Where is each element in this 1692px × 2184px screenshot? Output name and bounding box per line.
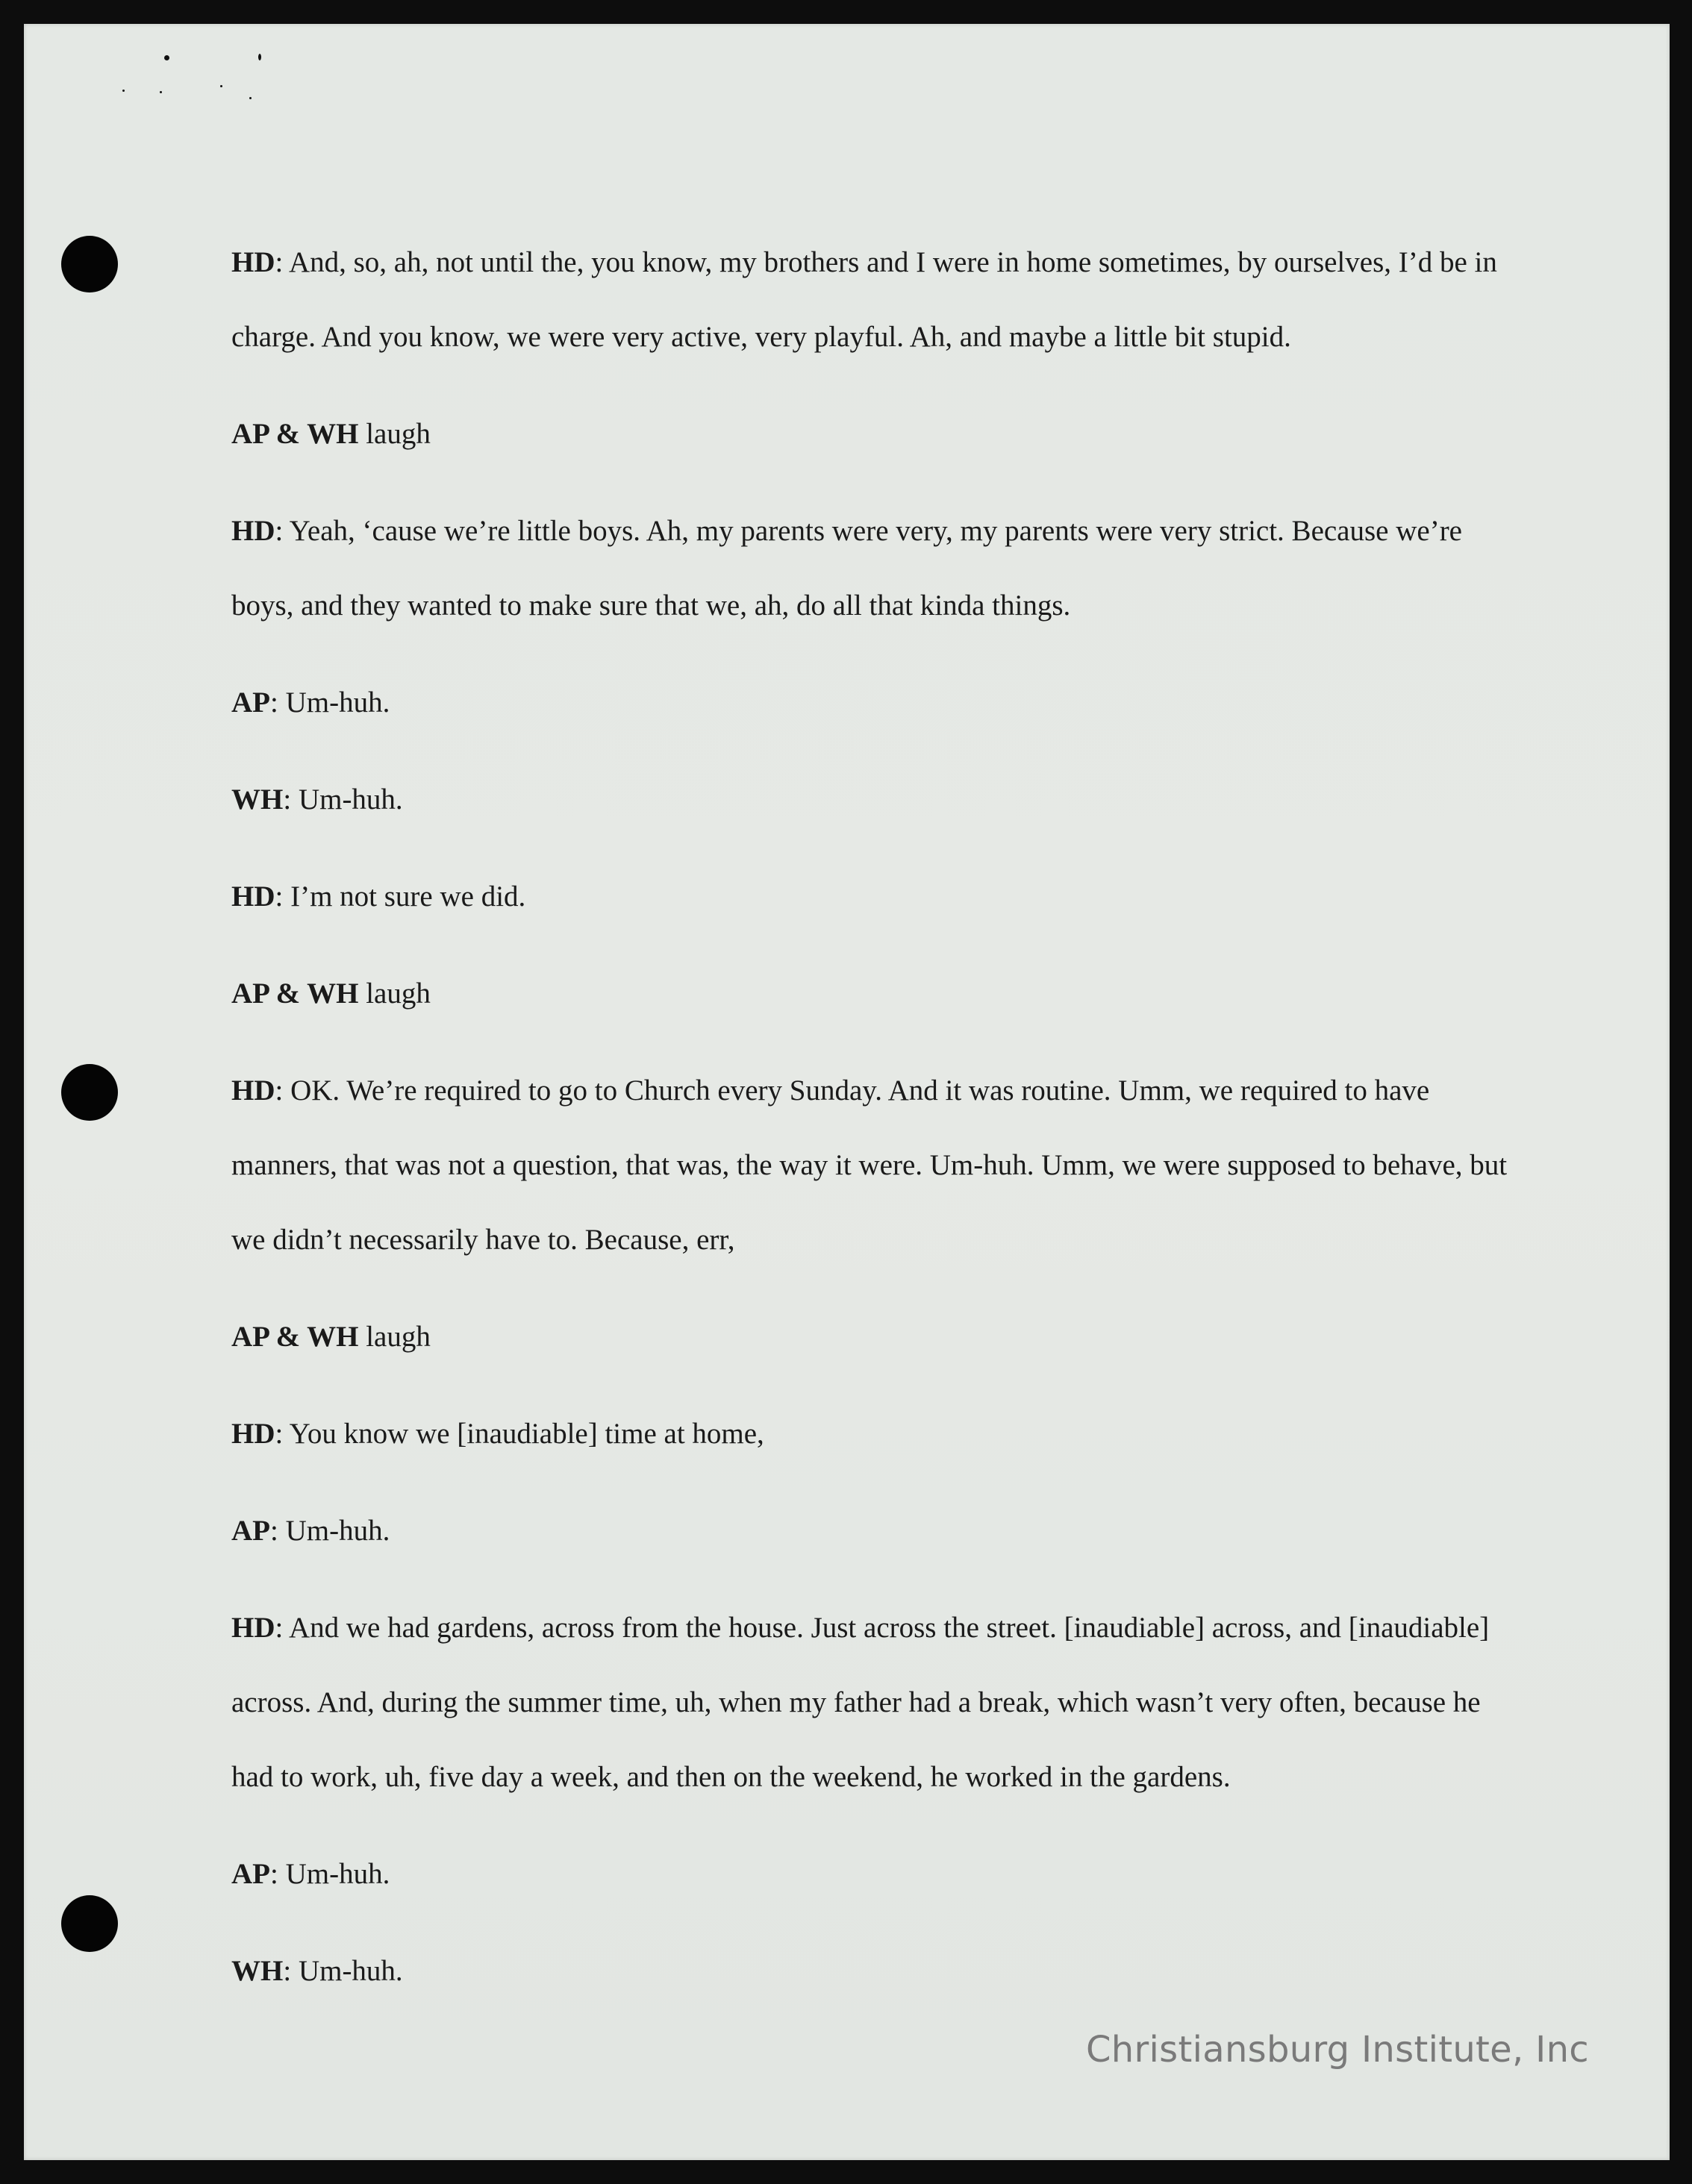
transcript-line bbox=[231, 397, 1515, 472]
scanned-page bbox=[24, 24, 1670, 2160]
utterance-text: Um-huh. bbox=[285, 686, 390, 719]
binder-hole-bottom bbox=[61, 1895, 118, 1952]
utterance-text: Um-huh. bbox=[298, 1955, 403, 1987]
ink-speck bbox=[258, 54, 261, 60]
transcript-line bbox=[231, 957, 1515, 1031]
speaker-separator: : bbox=[270, 1515, 286, 1547]
speaker-label: HD bbox=[231, 880, 275, 913]
transcript-line bbox=[231, 1397, 1515, 1471]
speaker-label: HD bbox=[231, 1074, 275, 1107]
speaker-separator bbox=[358, 1321, 366, 1353]
utterance-text: Um-huh. bbox=[285, 1858, 390, 1890]
transcript-line bbox=[231, 494, 1515, 643]
speaker-label: AP & WH bbox=[231, 977, 359, 1010]
utterance-text: laugh bbox=[366, 977, 431, 1010]
speaker-separator bbox=[358, 977, 366, 1010]
transcript-line bbox=[231, 666, 1515, 740]
speaker-separator: : bbox=[275, 246, 289, 278]
speaker-separator: : bbox=[270, 686, 286, 719]
speaker-separator: : bbox=[270, 1858, 286, 1890]
transcript-line bbox=[231, 1934, 1515, 2009]
utterance-text: Um-huh. bbox=[285, 1515, 390, 1547]
transcript-line bbox=[231, 225, 1515, 375]
utterance-text: OK. We’re required to go to Church every Sunday. And it was routine. Umm, we required to have manners, that was not a question, that was, the way it were. Um-huh. Umm, we were supposed to behave, but we didn’t necessarily have to. Because, err, bbox=[231, 1074, 1508, 1256]
speaker-label: HD bbox=[231, 1612, 275, 1644]
utterance-text: And we had gardens, across from the house. Just across the street. [inaudiable] across, and [inaudiable] across. And, during the summer time, uh, when my father had a break, which wasn’t very often, because he had to work, uh, five day a week, and then on the weekend, he worked in the gardens. bbox=[231, 1612, 1490, 1793]
transcript-line bbox=[231, 1591, 1515, 1815]
transcript-line bbox=[231, 1494, 1515, 1568]
speaker-label: HD bbox=[231, 515, 275, 547]
transcript-line bbox=[231, 763, 1515, 837]
speaker-separator: : bbox=[275, 515, 290, 547]
speaker-label: HD bbox=[231, 246, 275, 278]
ink-speck bbox=[160, 91, 162, 93]
utterance-text: You know we [inaudiable] time at home, bbox=[289, 1418, 764, 1450]
utterance-text: Um-huh. bbox=[298, 783, 403, 816]
utterance-text: Yeah, ‘cause we’re little boys. Ah, my parents were very, my parents were very strict. Because we’re boys, and they wanted to make sure that we, ah, do all that kinda things. bbox=[231, 515, 1462, 622]
watermark: Christiansburg Institute, Inc bbox=[1085, 2029, 1589, 2071]
speaker-separator: : bbox=[283, 783, 299, 816]
speaker-separator bbox=[358, 418, 366, 450]
speaker-label: AP bbox=[231, 686, 270, 719]
ink-speck bbox=[164, 55, 169, 60]
speaker-label: WH bbox=[231, 783, 284, 816]
transcript-line bbox=[231, 1837, 1515, 1912]
speaker-separator: : bbox=[275, 1418, 290, 1450]
speaker-label: AP bbox=[231, 1515, 270, 1547]
speaker-label: HD bbox=[231, 1418, 275, 1450]
utterance-text: laugh bbox=[366, 1321, 431, 1353]
binder-hole-middle bbox=[61, 1064, 118, 1121]
ink-speck bbox=[249, 97, 252, 99]
speaker-separator: : bbox=[275, 880, 291, 913]
transcript-body bbox=[231, 225, 1515, 2031]
speaker-separator: : bbox=[275, 1612, 289, 1644]
speaker-label: AP & WH bbox=[231, 1321, 359, 1353]
speaker-separator: : bbox=[275, 1074, 291, 1107]
speaker-label: AP & WH bbox=[231, 418, 359, 450]
transcript-line bbox=[231, 860, 1515, 934]
speaker-label: AP bbox=[231, 1858, 270, 1890]
utterance-text: I’m not sure we did. bbox=[290, 880, 526, 913]
transcript-line bbox=[231, 1054, 1515, 1277]
ink-speck bbox=[122, 90, 125, 92]
ink-speck bbox=[220, 85, 222, 87]
utterance-text: laugh bbox=[366, 418, 431, 450]
speaker-separator: : bbox=[283, 1955, 299, 1987]
transcript-line bbox=[231, 1300, 1515, 1374]
utterance-text: And, so, ah, not until the, you know, my brothers and I were in home sometimes, by ourselves, I’d be in charge. And you know, we were very active, very playful. Ah, and maybe a little bit stupid. bbox=[231, 246, 1497, 353]
binder-hole-top bbox=[61, 236, 118, 292]
speaker-label: WH bbox=[231, 1955, 284, 1987]
